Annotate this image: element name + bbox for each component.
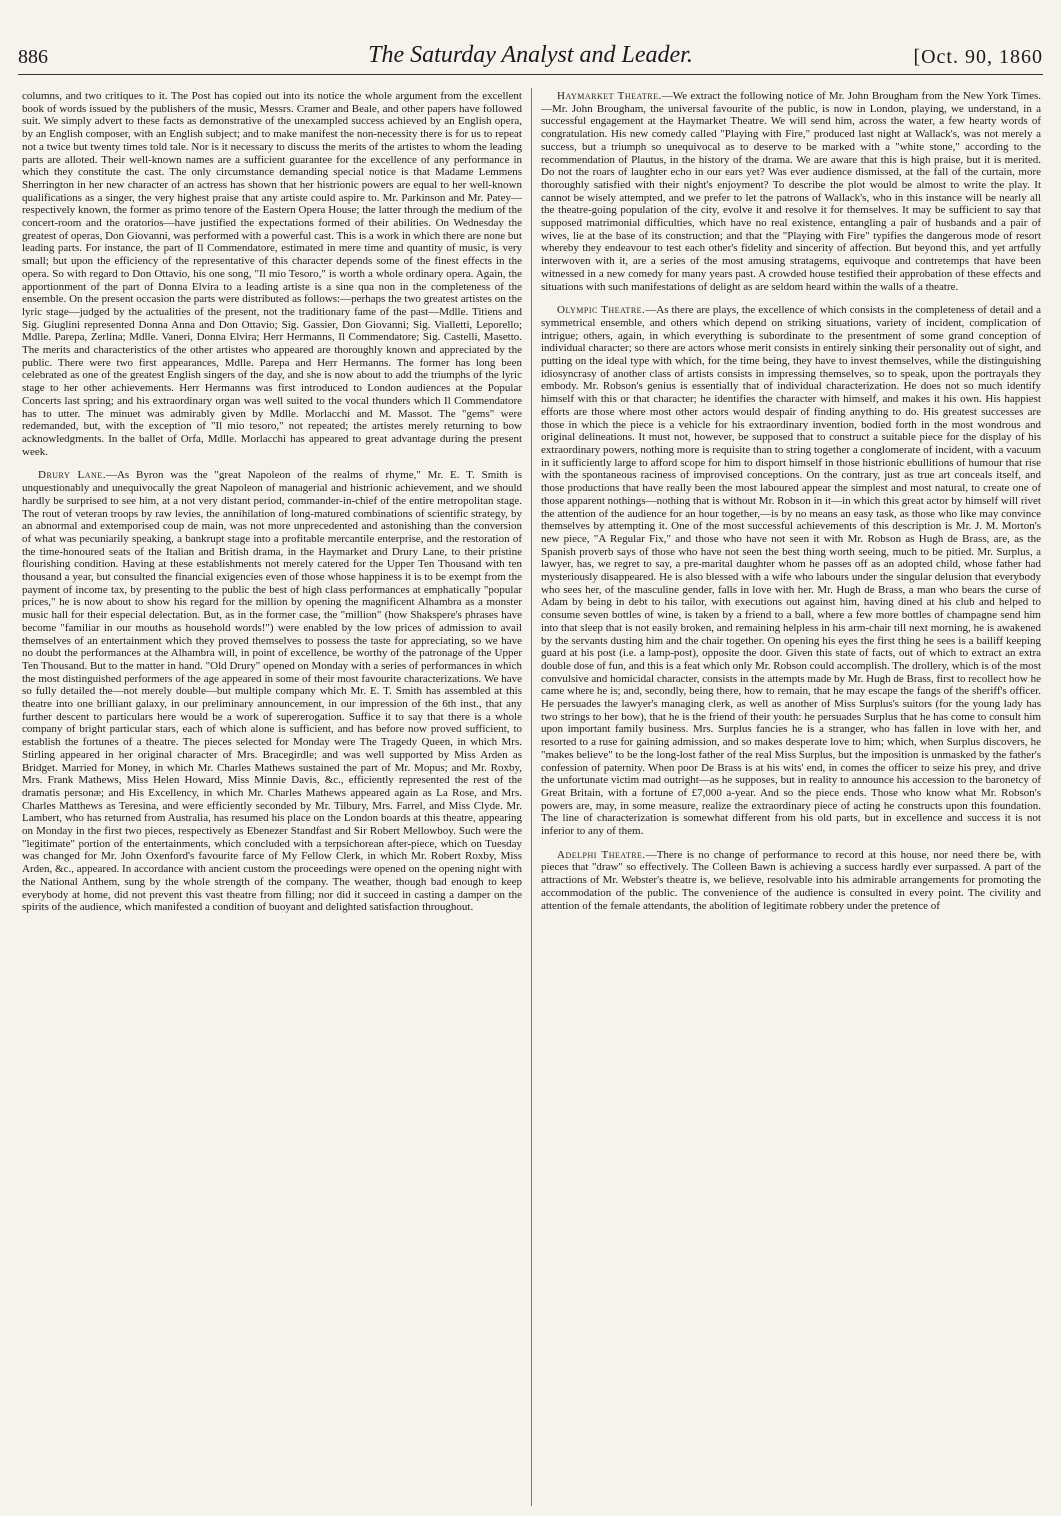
article-paragraph (22, 90, 522, 458)
article-paragraph (22, 469, 522, 914)
section-heading: Drury Lane. (38, 469, 106, 482)
article-paragraph (541, 304, 1041, 838)
section-heading: Adelphi Theatre. (557, 848, 646, 861)
left-column (22, 90, 522, 1508)
section-heading: Haymarket Theatre. (557, 90, 662, 102)
masthead-title: The Saturday Analyst and Leader. (368, 42, 693, 68)
paragraph-text: —There is no change of performance to record at this house, nor need there be, with pieces that "draw" so effectively. The Colleen Bawn is achieving a success hardly ever surpassed. A part of the attractions of Mr. Webster's theatre is, we believe, resolvable into his admirable arrangements for promoting the accommodation of the public. The convenience of the audience is consulted in every point. The civility and attention of the female attendants, the abolition of legitimate robbery under the pretence of (541, 848, 1041, 912)
column-divider (531, 88, 532, 1506)
page-header (18, 40, 1043, 75)
page-number: 886 (18, 46, 48, 68)
section-heading: Olympic Theatre. (557, 304, 646, 317)
article-paragraph (541, 90, 1041, 293)
paragraph-text: —As there are plays, the excellence of which consists in the completeness of detail and a symmetrical ensemble, and others which depend on striking situations, variety of incident, complication of intrigue; others, again, in which everything is subordinate to the presentment of some grand conception of individual character; so there are actors whose merit consists in entirely sinking their personality out of sight, and putting on the ideal type with which, for the time being, they have to invest themselves, while the distinguishing idiosyncrasy of another class of artists consists in impressing themselves, so to speak, upon the portrayals they embody. Mr. Robson's genius is essentially that of individual characterization. He does not so much identify himself with this or that character; he identifies the character with himself, and makes it his own. His happiest efforts are those where most other actors would despair of finding anything to do. His greatest successes are those in which the piece is a vehicle for his extraordinary invention, bodied forth in the most wondrous and original delineations. It must not, however, be supposed that to construct a suitable piece for the display of his extraordinary powers, nothing more is requisite than to string together a conglomerate of incident, with a vacuum in it sufficiently large to afford scope for him to disport himself in those histrionic ebullitions of humour that rise with the spontaneous raciness of improvised conceptions. On the contrary, just as true art conceals itself, and those productions that have really been the most laboured appear the simplest and most natural, to create one of those apparent nothings—nothing that is without Mr. Robson in it—in which this great actor by himself will rivet the attention of the audience for an hour together,—is by no means an easy task, as those who like may convince themselves by attempting it. One of the most successful achievements of this description is Mr. J. M. Morton's new piece, "A Regular Fix," and those who have not seen it with Mr. Robson as Hugh de Brass, are, as the Spanish proverb says of those who have not seen the best thing worth seeing, much to be pitied. Mr. Surplus, a lawyer, has, we regret to say, a pre-marital daughter whom he passes off as an adopted child, whose father had mysteriously disappeared. He is also blessed with a wife who labours under the singular delusion that everybody who sees her, of the masculine gender, falls in love with her. Mr. Hugh de Brass, a man who bears the curse of Adam by being in debt to his tailor, with executions out against him, having dined at his club and helped to consume seven bottles of wine, is taken by a friend to a ball, where a few more bottles of champagne send him into that sleep that is not easily broken, and remaining helpless in his arm-chair till next morning, he is awakened by the servants dusting him and the chair together. On opening his eyes the first thing he sees is a bailiff keeping guard at his post (i.e. a lamp-post), opposite the door. Given this state of facts, out of which to extract an extra double dose of fun, and this is a feat which only Mr. Robson could accomplish. The drollery, which is of the most convulsive and homicidal character, consists in the attempts made by Mr. Hugh de Brass, first to recollect how he came where he is; and, secondly, being there, how to remain, that he may escape the fangs of the sheriff's officer. He persuades the lawyer's managing clerk, as well as another of Miss Surplus's suitors (for the young lady has two strings to her bow), that he is the friend of their youth: he persuades Surplus that he has come to consult him upon important family business. Mrs. Surplus fancies he is a stranger, who has fallen in love with her, and resorted to a ruse for gaining admission, and so makes desperate love to him; which, when Surplus discovers, he "makes believe" to be the long-lost father of the real Miss Surplus, but the imposition is unmasked by the father's confession of paternity. When poor De Brass is at his wits' end, in comes the officer to seize his prey, and drive the unfortunate victim mad outright—as he supposes, but in reality to announce his accession to the baronetcy of Great Britain, with a fortune of £7,000 a-year. And so the piece ends. Those who know what Mr. Robson's powers are, may, in some measure, realize the extraordinary piece of acting he constructs upon this foundation. The line of characterization is somewhat different from his old parts, but in excellence and success it is not inferior to any of them. (541, 304, 1041, 838)
article-paragraph (541, 849, 1041, 913)
paragraph-text: —As Byron was the "great Napoleon of the realms of rhyme," Mr. E. T. Smith is unquestionably and unequivocally the great Napoleon of managerial and histrionic achievement, and we should hardly be surprised to see him, at a not very distant period, commander-in-chief of the entire metropolitan stage. The rout of veteran troops by raw levies, the annihilation of long-matured combinations of scientific strategy, by an abnormal and extemporised coup de main, was not more unprecedented and astonishing than the conversion of what was pecuniarily speaking, a bankrupt stage into a profitable mercantile enterprise, and the restoration of the time-honoured seats of the Italian and British drama, in the Haymarket and Drury Lane, to their pristine flourishing condition. Having at these establishments not merely catered for the Upper Ten Thousand with ten thousand a year, but consulted the financial exigencies even of those whose happiness it is to be exempt from the payment of income tax, by presenting to the public the best of high class performances at emphatically "popular prices," he is now about to show his regard for the million by opening the magnificent Alhambra as a monster music hall for their especial delectation. But, as in the former case, the "million" (how Shakspere's phrases have become "familiar in our mouths as household words!") were enabled by the low prices of admission to avail themselves of an entertainment which they proved themselves to possess the taste for appreciating, so we have no doubt the performances at the Alhambra will, in point of excellence, be worthy of the patronage of the Upper Ten Thousand. But to the matter in hand. "Old Drury" opened on Monday with a series of performances in which the most distinguished performers of the age appeared in some of their most favourite characterizations. We have so fully detailed the—not merely double—but multiple company which Mr. E. T. Smith has assembled at this theatre into one brilliant galaxy, in our preliminary announcement, in our impression of the 6th inst., that any further descent to particulars here would be a work of supererogation. Suffice it to say that there is a whole company of bright particular stars, each of which alone is sufficient, and has before now proved sufficient, to establish the fortunes of a theatre. The pieces selected for Monday were The Tragedy Queen, in which Mrs. Stirling appeared in her original character of Mrs. Bracegirdle; and was well supported by Miss Arden as Bridget. Married for Money, in which Mr. Charles Mathews sustained the part of Mr. Mopus; and Mr. Roxby, Mrs. Frank Mathews, Miss Helen Howard, Miss Minnie Davis, &c., efficiently represented the rest of the dramatis personæ; and His Excellency, in which Mr. Charles Mathews appeared again as La Rose, and Mrs. Charles Matthews as Teresina, and were efficiently seconded by Mr. Tilbury, Mrs. Farrel, and Miss Clyde. Mr. Lambert, who has returned from Australia, has resumed his place on the London boards at this theatre, appearing on Monday in the first two pieces, respectively as Ebenezer Standfast and Sir Robert Mellowboy. Such were the "legitimate" portion of the entertainments, which concluded with a terpsichorean after-piece, which on Tuesday was changed for Mr. John Oxenford's favourite farce of My Fellow Clerk, in which Mr. Robert Roxby, Miss Arden, &c., appeared. In accordance with ancient custom the proceedings were opened on the opening night with the National Anthem, sung by the whole strength of the company. The weather, though bad enough to keep everybody at home, did not prevent this vast theatre from filling; nor did it succeed in casting a damper on the spirits of the audience, which manifested a condition of buoyant and delighted satisfaction throughout. (22, 469, 522, 914)
paragraph-text: —We extract the following notice of Mr. John Brougham from the New York Times.—Mr. John Brougham, the universal favourite of the public, is now in London, playing, we understand, in a successful engagement at the Haymarket Theatre. We will send him, across the water, a few hearty words of congratulation. His new comedy called "Playing with Fire," produced last night at Wallack's, was not merely a success, but a triumph so unequivocal as to deserve to be marked with a "white stone," according to the recommendation of Plautus, in the history of the drama. We are aware that this is high praise, but it is merited. Do not the roars of laughter echo in our ears yet? Was ever audience dismissed, at the fall of the curtain, more thoroughly satisfied with their night's enjoyment? To describe the plot would be almost to write the play. It cannot be wisely attempted, and we prefer to let the patrons of Wallack's, who in this instance will be nearly all the theatre-going population of the city, evolve it and resolve it for themselves. It may be sufficient to say that supposed matrimonial difficulties, which have no real existence, entangling a pair of husbands and a pair of wives, lie at the base of its construction; and that the "Playing with Fire" typifies the dangerous mode of resort whereby they endeavour to test each other's fidelity and sincerity of affection. But beyond this, and yet artfully interwoven with it, are a series of the most amusing stratagems, equivoque and contretemps that have been witnessed in a new comedy for many years past. A crowded house testified their approbation of these effects and situations with such manifestations of delight as are seldom heard within the walls of a theatre. (541, 90, 1041, 293)
issue-date: [Oct. 90, 1860 (913, 46, 1043, 68)
paragraph-text: columns, and two critiques to it. The Post has copied out into its notice the whole argument from the excellent book of words issued by the publishers of the music, Messrs. Cramer and Beale, and other papers have followed suit. We simply advert to these facts as demonstrative of the unexampled success achieved by an English opera, by an English composer, with an English subject; and to make manifest the non-necessity there is for us to repeat not a twice but twenty times told tale. Nor is it necessary to discuss the merits of the artistes to whom the leading parts are alloted. Their well-known names are a sufficient guarantee for the excellence of any performance in which they constitute the cast. The only circumstance demanding special notice is that Madame Lemmens Sherrington in her new character of an actress has shown that her histrionic powers are equal to her well-known qualifications as a singer, the very highest praise that any artiste could aspire to. Mr. Parkinson and Mr. Patey—respectively known, the former as primo tenore of the Eastern Opera House; the latter through the medium of the concert-room and the oratorios—have justified the expectations formed of their abilities. On Wednesday the greatest of operas, Don Giovanni, was performed with a powerful cast. This is a work in which there are none but leading parts. For instance, the part of Il Commendatore, estimated in mere time and quantity of music, is very small; but upon the efficiency of the representative of this character depends some of the finest effects in the opera. So with regard to Don Ottavio, his one song, "Il mio Tesoro," is worth a whole ordinary opera. Again, the apportionment of the part of Donna Elvira to a leading artiste is a sine qua non in the completeness of the ensemble. On the present occasion the parts were distributed as follows:—perhaps the two greatest artistes on the lyric stage—judged by the actualities of the present, not the traditionary fame of the past—Mdlle. Titiens and Sig. Giuglini represented Donna Anna and Don Ottavio; Sig. Gassier, Don Giovanni; Sig. Vialletti, Leporello; Mdlle. Parepa, Zerlina; Mdlle. Vaneri, Donna Elvira; Herr Hermanns, Il Commendatore; Sig. Castelli, Masetto. The merits and characteristics of the other artistes who appeared are thoroughly known and appreciated by the public. There were two first appearances, Mdlle. Parepa and Herr Hermanns. The former has long been celebrated as one of the greatest English singers of the day, and she is now about to add the triumphs of the lyric stage to her other achievements. Herr Hermanns was first introduced to London audiences at the Popular Concerts last spring; and his extraordinary organ was well suited to the vocal thunders which Il Commendatore has to utter. The minuet was admirably given by Mdlle. Morlacchi and M. Massot. The "gems" were redemanded, but, with the exception of "Il mio tesoro," not repeated; the artistes merely returning to bow acknowledgments. In the ballet of Orfa, Mdlle. Morlacchi has appeared to great advantage during the present week. (22, 90, 522, 458)
right-column (541, 90, 1041, 1508)
